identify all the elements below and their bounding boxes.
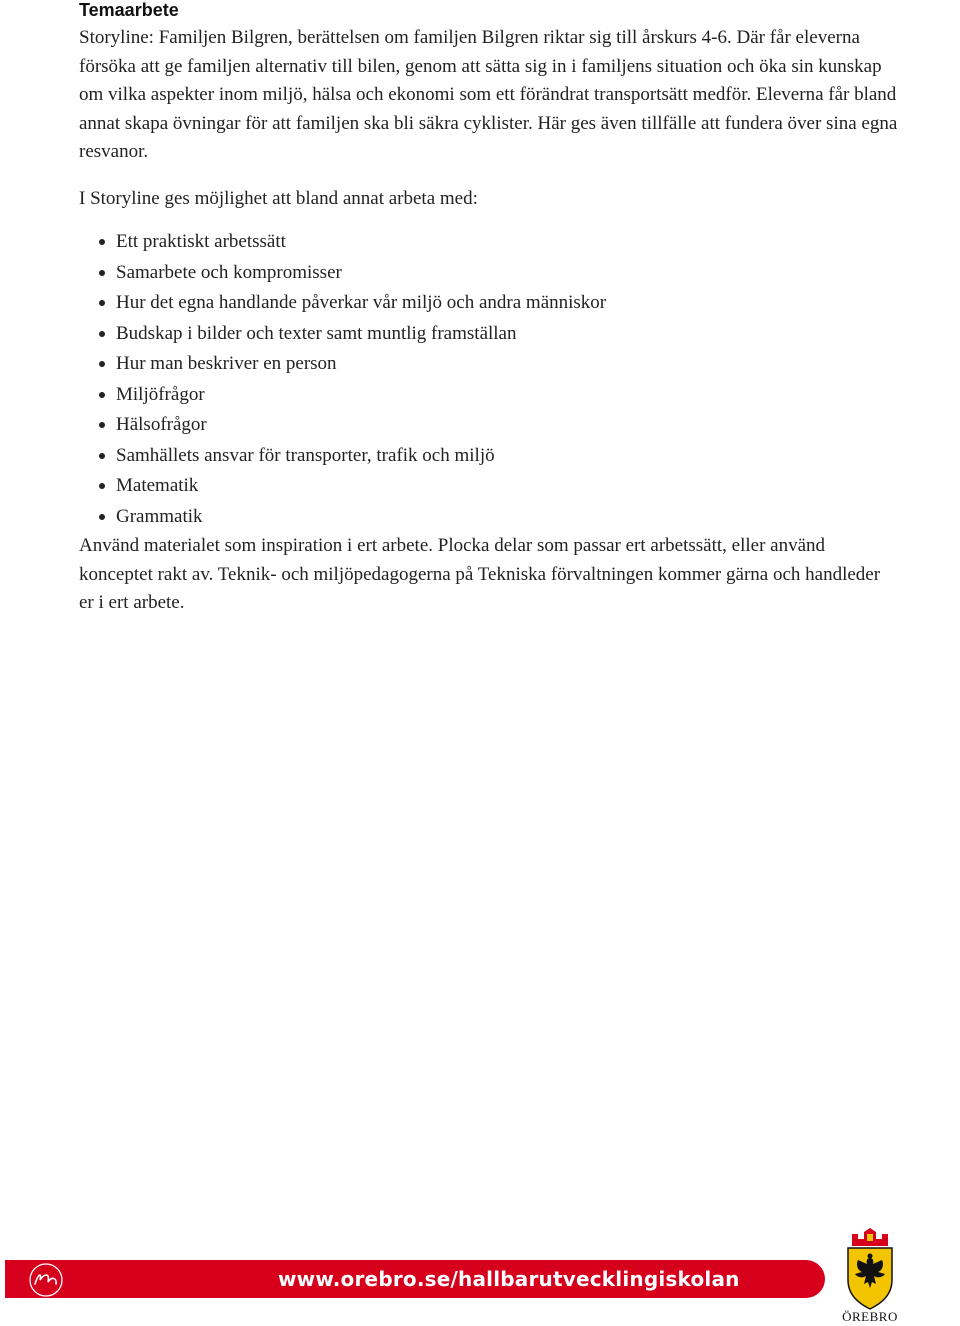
document-body (79, 0, 899, 618)
list-item: Matematik (79, 471, 899, 502)
list-item: Hur det egna handlande påverkar vår miljö och andra människor (79, 288, 899, 319)
list-item: Hälsofrågor (79, 410, 899, 441)
closing-paragraph: Använd materialet som inspiration i ert arbete. Plocka delar som passar ert arbetssätt, eller använd konceptet rakt av. Teknik- och miljöpedagogerna på Tekniska förvaltningen kommer gärna och handleder er i ert arbete. (79, 535, 881, 613)
footer-website-link[interactable]: www.orebro.se/hallbarutvecklingiskolan (278, 1267, 740, 1291)
list-item: Budskap i bilder och texter samt muntlig framställan (79, 319, 899, 350)
klimp-logo-icon (26, 1262, 66, 1298)
list-item: Ett praktiskt arbetssätt (79, 227, 899, 258)
list-item: Miljöfrågor (79, 380, 899, 411)
lead-paragraph: I Storyline ges möjlighet att bland annat arbeta med: (79, 187, 478, 209)
city-name: ÖREBRO (842, 1309, 898, 1324)
intro-paragraph: Storyline: Familjen Bilgren, berättelsen om familjen Bilgren riktar sig till årskurs 4-6. Där får eleverna försöka att ge familjen alternativ till bilen, genom att sätta sig in i familjens situation och öka sin kunskap om vilka aspekter inom miljö, hälsa och ekonomi som ett förändrat transportsätt medför. Eleverna får bland annat skapa övningar för att familjen ska bli säkra cyklister. Här ges även tillfälle att fundera över sina egna resvanor. (79, 27, 898, 162)
list-item: Samarbete och kompromisser (79, 258, 899, 289)
orebro-crest-icon (842, 1228, 898, 1310)
list-item: Grammatik (79, 502, 899, 533)
topic-list (79, 227, 899, 532)
list-item: Hur man beskriver en person (79, 349, 899, 380)
section-heading: Temaarbete (79, 0, 179, 20)
list-item: Samhällets ansvar för transporter, trafik och miljö (79, 441, 899, 472)
